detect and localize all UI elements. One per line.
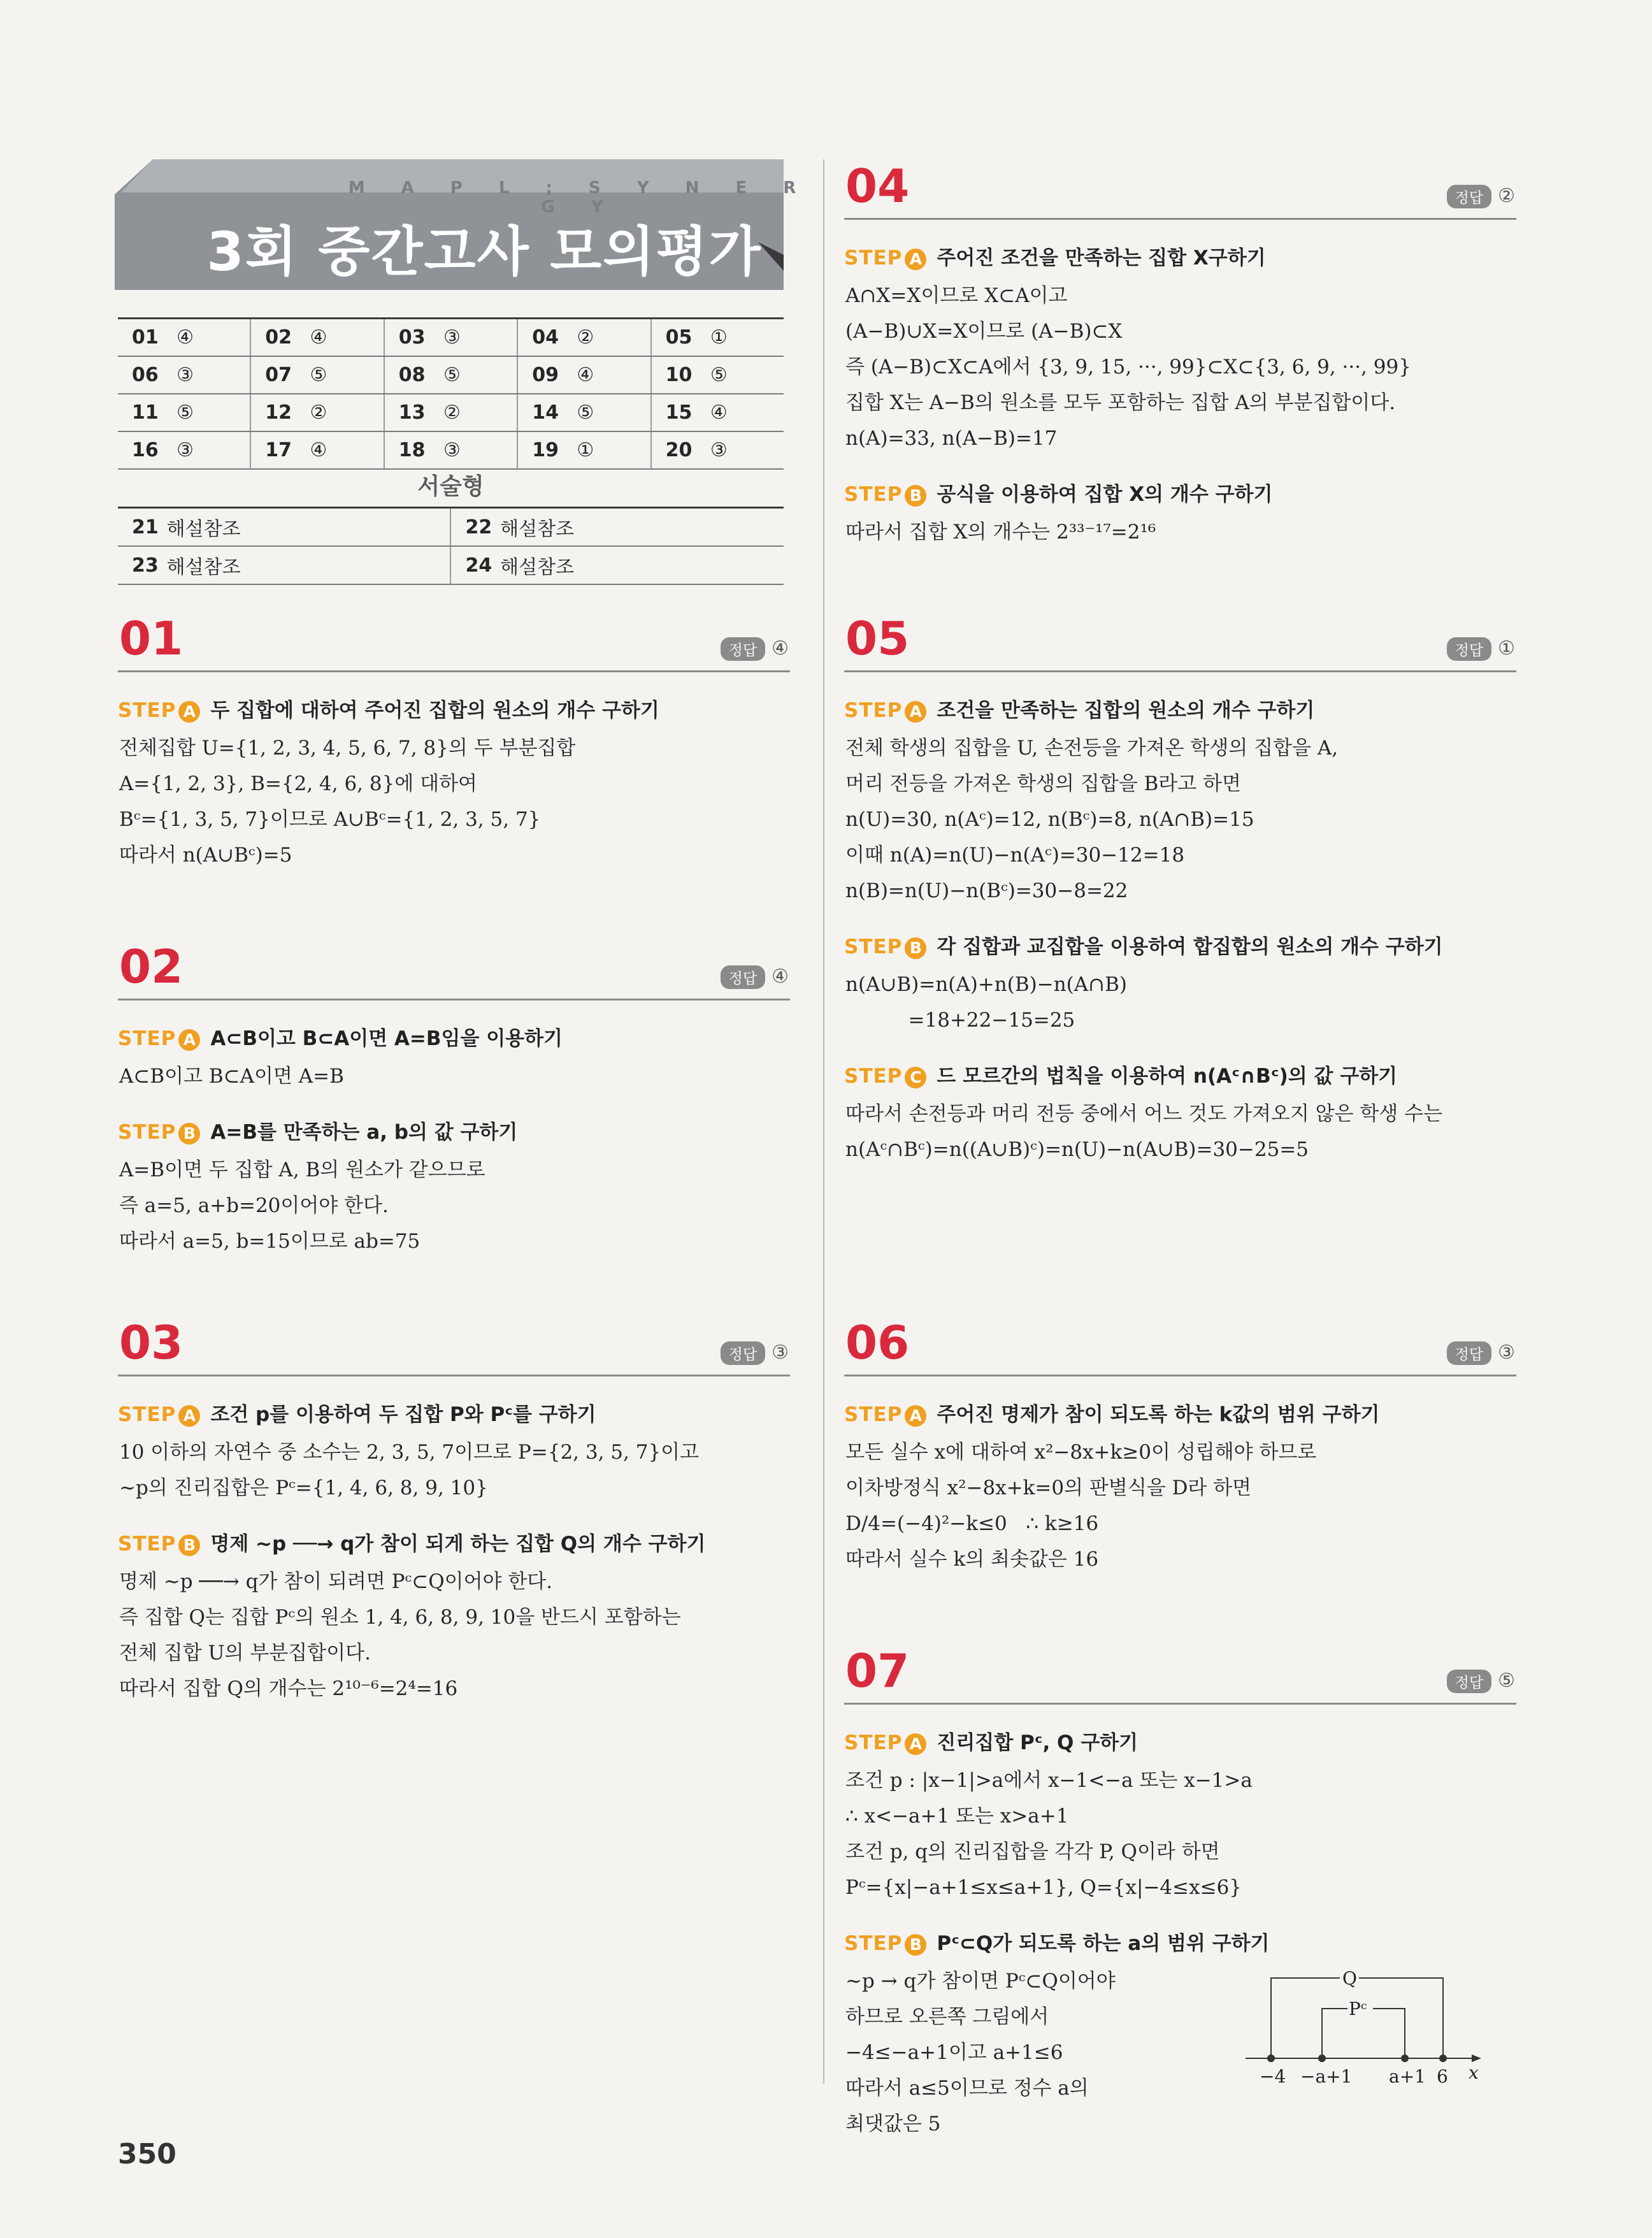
problem-number: 07 [845,1644,910,1698]
solution-line: 머리 전등을 가져온 학생의 집합을 B라고 하면 [845,772,1241,795]
answer-number: 04 [517,319,577,357]
step-heading [118,1527,790,1556]
step-body [118,1058,790,1094]
number-line-diagram [1246,1963,1488,2090]
step-word: STEP [118,1121,176,1144]
answer-number: 03 [384,319,443,357]
answer-number: 14 [517,394,577,431]
step-word: STEP [844,483,903,506]
answer-badge: 정답 [721,637,765,661]
answer-table [118,317,784,470]
step-letter-badge: C [905,1067,926,1088]
subjective-number: 22 [450,508,499,547]
subjective-number: 23 [118,546,166,584]
answer-badge: 정답 [721,965,765,989]
step-heading [844,694,1516,723]
step-body [844,514,1516,550]
step-body [118,1434,790,1506]
solution-line: 즉 (A−B)⊂X⊂A에서 {3, 9, 15, ···, 99}⊂X⊂{3, 6, 9, ···, 99} [845,356,1411,379]
problem-answer [1447,1670,1515,1693]
step-body [844,1434,1516,1577]
answer-number: 12 [250,394,310,431]
solution-line: 따라서 손전등과 머리 전등 중에서 어느 것도 가져오지 않은 학생 수는 [845,1102,1443,1125]
step-heading [118,1398,790,1427]
subjective-number: 24 [450,546,499,584]
solution-line: ~p의 진리집합은 Pᶜ={1, 4, 6, 8, 9, 10} [119,1476,488,1499]
subjective-number: 21 [118,508,166,547]
answer-value: ② [577,319,650,357]
column-divider [823,159,824,2084]
answer-number: 13 [384,394,443,431]
answer-badge: 정답 [1447,185,1491,208]
step-body [844,730,1516,909]
solution-line: n(A)=33, n(A−B)=17 [845,427,1058,450]
answer-value: ③ [443,431,517,469]
step-title: 주어진 명제가 참이 되도록 하는 k값의 범위 구하기 [937,1403,1380,1426]
subjective-value: 해설참조 [499,508,784,547]
header-banner [115,159,812,290]
answer-number: 18 [384,431,443,469]
step-word: STEP [844,247,903,270]
problem-03 [118,1316,790,1707]
answer-value: ④ [176,319,250,357]
point-minus-4 [1267,2054,1275,2062]
answer-row [118,394,784,431]
solution-line: 따라서 실수 k의 최솟값은 16 [845,1548,1099,1571]
step-letter-badge: A [178,701,200,723]
subjective-row [118,508,784,547]
answer-row [118,356,784,394]
solution-line: 모든 실수 x에 대하여 x²−8x+k≥0이 성립해야 하므로 [845,1441,1317,1464]
answer-row [118,319,784,357]
step-heading [844,242,1516,270]
step-heading [118,694,790,723]
problem-header [844,159,1516,220]
step-heading [844,1726,1516,1755]
step-title: A⊂B이고 B⊂A이면 A=B임을 이용하기 [210,1027,563,1050]
problem-answer [1447,637,1515,661]
problem-number: 05 [845,612,910,665]
solution-line: 따라서 n(A∪Bᶜ)=5 [119,844,292,867]
answer-value: ① [710,319,784,357]
solution-line: 10 이하의 자연수 중 소수는 2, 3, 5, 7이므로 P={2, 3, 5, 7}이고 [119,1441,700,1464]
solution-line: 최댓값은 5 [845,2112,941,2135]
answer-value: ④ [710,394,784,431]
problem-answer [721,965,789,989]
step-letter-badge: B [905,937,926,959]
step-word: STEP [118,1533,176,1556]
tick-label-minus-4: −4 [1260,2066,1286,2087]
set-Pc-label: Pᶜ [1349,1998,1367,2019]
solution-line: −4≤−a+1이고 a+1≤6 [845,2041,1063,2064]
answer-number: 16 [118,431,176,469]
answer-number: 08 [384,356,443,394]
answer-number: 02 [250,319,310,357]
solution-line: =18+22−15=25 [845,1009,1075,1032]
answer-number: 11 [118,394,176,431]
answer-number: 05 [651,319,710,357]
solution-line: 이차방정식 x²−8x+k=0의 판별식을 D라 하면 [845,1476,1252,1499]
solution-line: 조건 p : |x−1|>a에서 x−1<−a 또는 x−1>a [845,1769,1253,1792]
series-name: M A P L ; S Y N E R G Y [348,178,812,217]
answer-value: ④ [310,431,384,469]
solution-line: 따라서 a≤5이므로 정수 a의 [845,2077,1089,2100]
solution-line: 이때 n(A)=n(U)−n(Aᶜ)=30−12=18 [845,844,1185,867]
answer-value: ② [310,394,384,431]
problem-05 [844,612,1516,1167]
answer-badge: 정답 [721,1341,765,1365]
answer-symbol: ④ [772,637,789,660]
axis-label-x: x [1469,2062,1479,2083]
answer-badge: 정답 [1447,1670,1491,1693]
step-title: Pᶜ⊂Q가 되도록 하는 a의 범위 구하기 [937,1932,1270,1955]
answer-symbol: ⑤ [1498,1670,1515,1692]
solution-line: ∴ x<−a+1 또는 x>a+1 [845,1805,1069,1828]
solution-line: 하므로 오른쪽 그림에서 [845,2005,1049,2028]
step-letter-badge: B [905,485,926,507]
step-title: 진리집합 Pᶜ, Q 구하기 [937,1731,1138,1754]
answer-number: 07 [250,356,310,394]
answer-number: 09 [517,356,577,394]
problem-number: 04 [845,159,910,213]
step-title: A=B를 만족하는 a, b의 값 구하기 [210,1121,518,1144]
solution-line: 따라서 집합 Q의 개수는 2¹⁰⁻⁶=2⁴=16 [119,1677,458,1700]
solution-line: 전체집합 U={1, 2, 3, 4, 5, 6, 7, 8}의 두 부분집합 [119,737,576,760]
answer-value: ③ [710,431,784,469]
problem-header [118,940,790,1000]
solution-line: A=B이면 두 집합 A, B의 원소가 같으므로 [119,1159,485,1181]
subjective-value: 해설참조 [499,546,784,584]
solution-line: 전체 집합 U의 부분집합이다. [119,1642,371,1664]
subjective-value: 해설참조 [166,546,451,584]
answer-value: ⑤ [176,394,250,431]
problem-answer [1447,1341,1515,1365]
step-heading [118,1022,790,1051]
problem-header [844,1316,1516,1376]
step-body [844,967,1516,1038]
solution-line: D/4=(−4)²−k≤0 ∴ k≥16 [845,1512,1099,1535]
step-word: STEP [118,1403,176,1426]
problem-answer [721,1341,789,1365]
solution-line: A⊂B이고 B⊂A이면 A=B [119,1065,344,1088]
answer-value: ③ [176,356,250,394]
tick-label-minus-a-plus-1: −a+1 [1300,2066,1353,2087]
step-title: 각 집합과 교집합을 이용하여 합집합의 원소의 개수 구하기 [937,935,1443,958]
answer-value: ④ [577,356,650,394]
problem-header [844,1644,1516,1705]
subjective-row [118,546,784,584]
step-letter-badge: A [178,1029,200,1051]
step-title: 드 모르간의 법칙을 이용하여 n(Aᶜ∩Bᶜ)의 값 구하기 [937,1065,1398,1088]
solution-line: n(Aᶜ∩Bᶜ)=n((A∪B)ᶜ)=n(U)−n(A∪B)=30−25=5 [845,1138,1309,1161]
solution-line: 따라서 집합 X의 개수는 2³³⁻¹⁷=2¹⁶ [845,521,1156,544]
answer-badge: 정답 [1447,637,1491,661]
problem-number: 03 [119,1316,183,1369]
solution-line: 즉 a=5, a+b=20이어야 한다. [119,1194,389,1217]
step-letter-badge: B [905,1934,926,1956]
set-Q-label: Q [1342,1968,1357,1989]
answer-symbol: ③ [1498,1341,1515,1364]
step-letter-badge: B [178,1534,200,1556]
step-word: STEP [844,1932,903,1955]
problem-02 [118,940,790,1259]
problem-04 [844,159,1516,550]
answer-symbol: ④ [772,965,789,988]
answer-number: 19 [517,431,577,469]
axis-arrow [1472,2054,1481,2062]
step-body [844,1096,1516,1167]
step-word: STEP [844,935,903,958]
subjective-value: 해설참조 [166,508,451,547]
answer-value: ⑤ [577,394,650,431]
step-word: STEP [844,699,903,722]
solution-line: 조건 p, q의 진리집합을 각각 P, Q이라 하면 [845,1840,1220,1863]
step-heading [844,1398,1516,1427]
solution-line: (A−B)∪X=X이므로 (A−B)⊂X [845,320,1123,343]
step-body [844,278,1516,456]
step-heading [844,1060,1516,1088]
problem-answer [1447,185,1515,208]
point-minus-a-plus-1 [1318,2054,1326,2062]
answer-value: ② [443,394,517,431]
solution-line: ~p → q가 참이면 Pᶜ⊂Q이어야 [845,1970,1116,1993]
step-body [118,1152,790,1259]
step-heading [118,1116,790,1144]
problem-number: 02 [119,940,183,993]
step-letter-badge: B [178,1123,200,1144]
answer-symbol: ② [1498,185,1515,207]
step-word: STEP [844,1403,903,1426]
answer-symbol: ③ [772,1341,789,1364]
solution-line: 전체 학생의 집합을 U, 손전등을 가져온 학생의 집합을 A, [845,737,1339,760]
step-title: 주어진 조건을 만족하는 집합 X구하기 [937,247,1266,270]
point-6 [1439,2054,1447,2062]
answer-value: ⑤ [710,356,784,394]
problem-header [118,612,790,672]
subjective-title: 서술형 [417,473,484,500]
solution-line: A={1, 2, 3}, B={2, 4, 6, 8}에 대하여 [119,772,477,795]
exam-title: 3회 중간고사 모의평가 [206,220,762,283]
answer-value: ④ [310,319,384,357]
step-letter-badge: A [905,1405,926,1427]
step-word: STEP [844,1065,903,1088]
answer-symbol: ① [1498,637,1515,660]
step-word: STEP [118,1027,176,1050]
solution-line: Pᶜ={x|−a+1≤x≤a+1}, Q={x|−4≤x≤6} [845,1876,1242,1899]
solution-line: n(U)=30, n(Aᶜ)=12, n(Bᶜ)=8, n(A∩B)=15 [845,808,1254,831]
step-title: 조건 p를 이용하여 두 집합 P와 Pᶜ를 구하기 [210,1403,596,1426]
step-letter-badge: A [178,1405,200,1427]
answer-badge: 정답 [1447,1341,1491,1365]
answer-value: ⑤ [443,356,517,394]
step-body [118,730,790,873]
step-title: 두 집합에 대하여 주어진 집합의 원소의 개수 구하기 [210,699,659,722]
solution-line: n(B)=n(U)−n(Bᶜ)=30−8=22 [845,879,1128,902]
step-heading [844,1927,1516,1956]
answer-number: 15 [651,394,710,431]
answer-row [118,431,784,469]
answer-value: ③ [443,319,517,357]
tick-label-6: 6 [1437,2066,1448,2087]
answer-value: ⑤ [310,356,384,394]
step-heading [844,478,1516,507]
solution-line: 명제 ~p ──→ q가 참이 되려면 Pᶜ⊂Q이어야 한다. [119,1570,553,1593]
tick-label-a-plus-1: a+1 [1389,2066,1426,2087]
solution-line: A∩X=X이므로 X⊂A이고 [845,284,1068,307]
problem-number: 06 [845,1316,910,1369]
step-heading [844,930,1516,959]
problem-header [844,612,1516,672]
step-body [118,1564,790,1707]
step-word: STEP [844,1731,903,1754]
step-title: 공식을 이용하여 집합 X의 개수 구하기 [937,483,1273,506]
step-title: 조건을 만족하는 집합의 원소의 개수 구하기 [937,699,1315,722]
solution-line: 따라서 a=5, b=15이므로 ab=75 [119,1230,420,1253]
step-title: 명제 ~p ──→ q가 참이 되게 하는 집합 Q의 개수 구하기 [210,1533,706,1556]
step-word: STEP [118,699,176,722]
problem-06 [844,1316,1516,1577]
answer-number: 20 [651,431,710,469]
subjective-table [118,507,784,585]
problem-answer [721,637,789,661]
step-body [844,1763,1516,1905]
answer-number: 10 [651,356,710,394]
answer-value: ① [577,431,650,469]
point-a-plus-1 [1401,2054,1409,2062]
answer-number: 17 [250,431,310,469]
answer-number: 06 [118,356,176,394]
step-letter-badge: A [905,1733,926,1755]
problem-header [118,1316,790,1376]
page-number: 350 [118,2138,176,2170]
solution-line: Bᶜ={1, 3, 5, 7}이므로 A∪Bᶜ={1, 2, 3, 5, 7} [119,808,541,831]
step-letter-badge: A [905,249,926,270]
problem-number: 01 [119,612,183,665]
step-letter-badge: A [905,701,926,723]
answer-number: 01 [118,319,176,357]
solution-line: n(A∪B)=n(A)+n(B)−n(A∩B) [845,973,1127,996]
solution-line: 집합 X는 A−B의 원소를 모두 포함하는 집합 A의 부분집합이다. [845,391,1396,414]
problem-01 [118,612,790,873]
solution-line: 즉 집합 Q는 집합 Pᶜ의 원소 1, 4, 6, 8, 9, 10을 반드시 포함하는 [119,1606,681,1629]
answer-value: ③ [176,431,250,469]
